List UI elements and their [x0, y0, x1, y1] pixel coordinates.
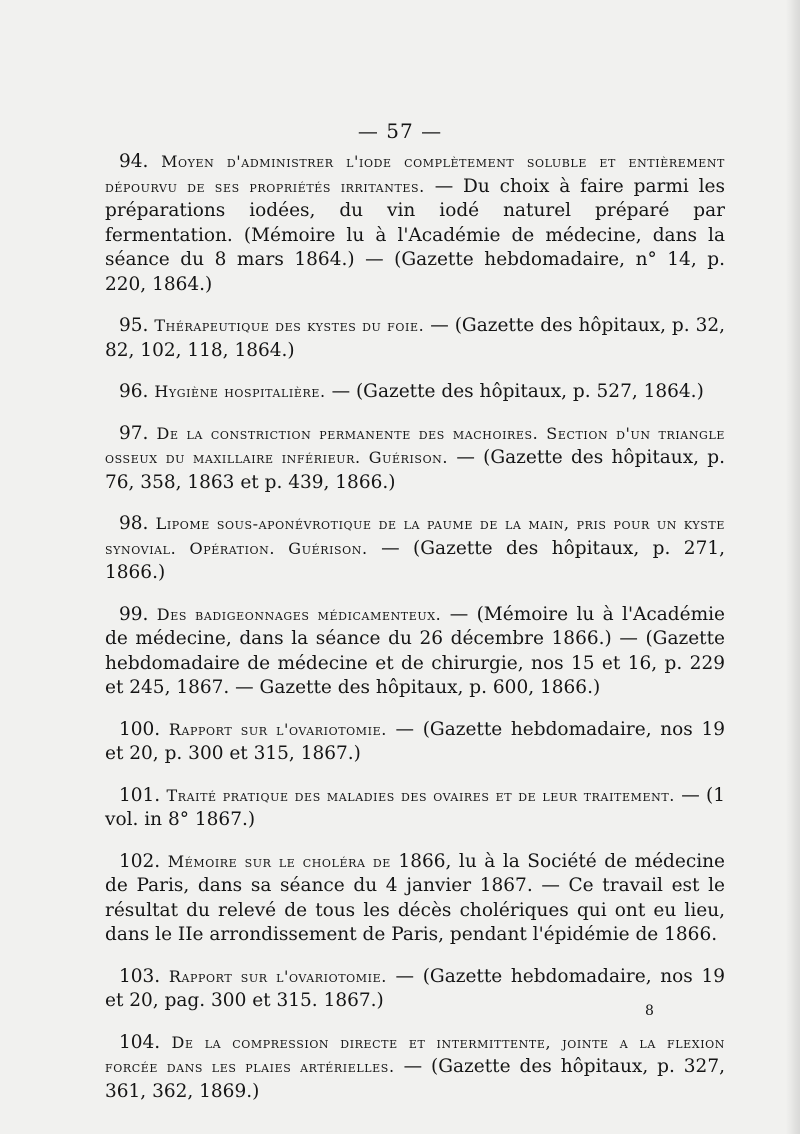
entry-text: — (Gazette des hôpitaux, p. 76, 358, 1863 et p. 439, 1866.)	[105, 447, 726, 493]
entry-title: De la compression directe et intermittente, jointe a la flexion forcée dans les plaies artérielles.	[105, 1032, 725, 1076]
list-item	[105, 603, 725, 701]
page-number: — 57 —	[357, 119, 443, 143]
entry-number: 103.	[119, 965, 161, 987]
list-item	[105, 850, 725, 948]
list-item	[105, 512, 725, 586]
entry-title: Hygiène hospitalière.	[154, 382, 326, 401]
list-item	[105, 718, 725, 767]
entry-title: Rapport sur l'ovariotomie.	[168, 719, 387, 739]
entry-text: — (1 vol. in 8° 1867.)	[105, 784, 725, 830]
entry-number: 100.	[119, 718, 161, 740]
entry-text: — (Mémoire lu à l'Académie de médecine, dans la séance du 26 décembre 1866.) — (Gazette hebdomadaire de médecine et de chirurgie, nos 15 et 16, p. 229 et 245, 1867. — Gazette des hôpitaux, p. 600, 1866.)	[105, 603, 725, 698]
entry-number: 99.	[119, 603, 149, 625]
entry-text: — (Gazette hebdomadaire, nos 19 et 20, pag. 300 et 315. 1867.)	[105, 965, 725, 1011]
list-item	[105, 150, 725, 297]
entry-text: — (Gazette hebdomadaire, nos 19 et 20, p. 300 et 315, 1867.)	[105, 718, 725, 764]
list-item	[105, 380, 725, 405]
entry-title: Moyen d'administrer l'iode complètement soluble et entièrement dépourvu de ses propriétés irritantes.	[105, 152, 725, 196]
entry-text: — (Gazette des hôpitaux, p. 32, 82, 102, 118, 1864.)	[105, 315, 726, 361]
list-item	[105, 784, 725, 833]
list-item	[105, 1031, 725, 1105]
entry-text: 1866, lu à la Société de médecine de Paris, dans sa séance du 4 janvier 1867. — Ce travail est le résultat du relevé de tous les décès cholériques qui ont eu lieu, dans le IIe arrondissement de Paris, pendant l'épidémie de 1866.	[105, 850, 725, 945]
entry-title: Traité pratique des maladies des ovaires et de leur traitement.	[166, 785, 675, 805]
entry-text: — Du choix à faire parmi les préparations iodées, du vin iodé naturel préparé par fermentation. (Mémoire lu à l'Académie de médecine, dans la séance du 8 mars 1864.) — (Gazette hebdomadaire, n° 14, p. 220, 1864.)	[105, 175, 725, 295]
entry-title: Mémoire sur le choléra de	[167, 851, 391, 871]
list-item	[105, 965, 725, 1014]
entry-number: 94.	[119, 151, 149, 172]
entry-number: 102.	[119, 850, 161, 872]
entry-text: — (Gazette des hôpitaux, p. 527, 1864.)	[331, 381, 704, 402]
entry-title: Des badigeonnages médicamenteux.	[156, 604, 442, 624]
entry-number: 98.	[119, 513, 149, 534]
entry-text: — (Gazette des hôpitaux, p. 327, 361, 362, 1869.)	[105, 1056, 725, 1102]
entry-text: — (Gazette des hôpitaux, p. 271, 1866.)	[105, 537, 725, 583]
entry-title: Lipome sous-aponévrotique de la paume de la main, pris pour un kyste synovial. Opération. Guérison.	[105, 514, 725, 558]
list-item	[105, 422, 725, 496]
entry-number: 101.	[119, 784, 161, 806]
entry-number: 96.	[119, 381, 149, 402]
entry-title: Rapport sur l'ovariotomie.	[168, 966, 387, 986]
signature-mark: 8	[645, 1003, 654, 1019]
entry-title: De la constriction permanente des machoires. Section d'un triangle osseux du maxillaire inférieur. Guérison.	[105, 423, 725, 467]
entry-number: 104.	[119, 1031, 161, 1053]
list-item	[105, 314, 725, 363]
entry-title: Thérapeutique des kystes du foie.	[154, 316, 425, 335]
entry-number: 97.	[119, 422, 149, 444]
bibliography-list	[105, 150, 725, 1121]
entry-number: 95.	[119, 315, 149, 336]
